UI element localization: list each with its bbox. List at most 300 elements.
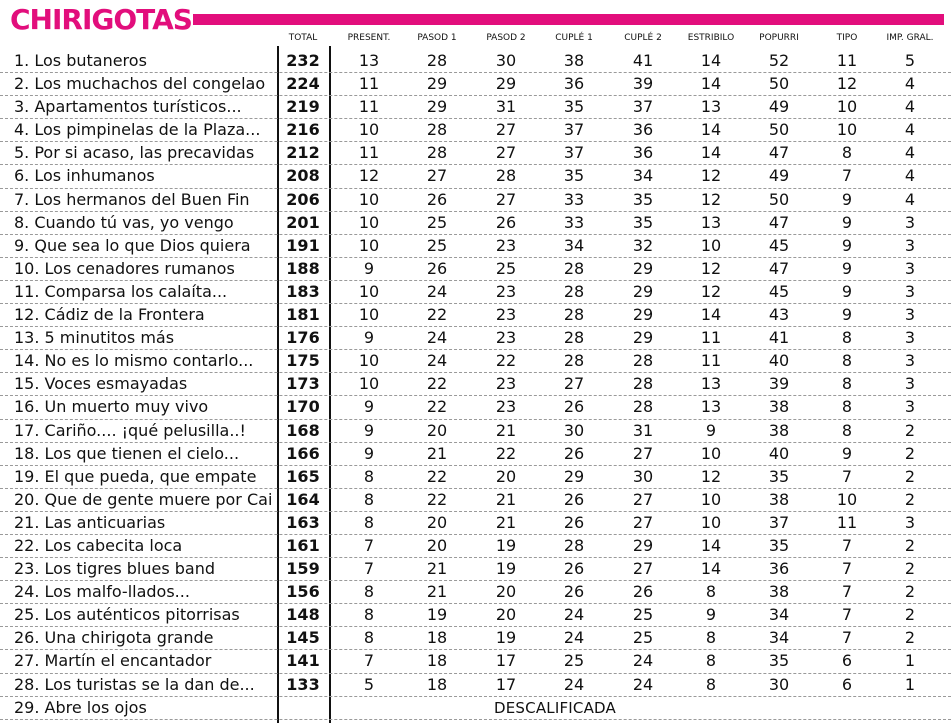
score-cell: 28 bbox=[632, 397, 654, 417]
score-cell: 10 bbox=[836, 97, 858, 117]
score-cell: 20 bbox=[426, 420, 448, 440]
score-cell: 8 bbox=[705, 628, 717, 648]
group-name: 11. Comparsa los calaíta... bbox=[14, 281, 228, 301]
score-cell: 22 bbox=[426, 305, 448, 325]
score-cell: 35 bbox=[768, 466, 790, 486]
group-name: 4. Los pimpinelas de la Plaza... bbox=[14, 120, 261, 140]
score-cell: 25 bbox=[563, 651, 585, 671]
total-score: 165 bbox=[286, 466, 320, 486]
score-cell: 35 bbox=[563, 97, 585, 117]
score-cell: 2 bbox=[904, 559, 916, 579]
score-cell: 23 bbox=[495, 374, 517, 394]
total-score: 191 bbox=[286, 235, 320, 255]
score-cell: 8 bbox=[705, 582, 717, 602]
group-name: 13. 5 minutitos más bbox=[14, 328, 175, 348]
group-name: 1. Los butaneros bbox=[14, 51, 147, 70]
group-name: 6. Los inhumanos bbox=[14, 166, 155, 186]
score-cell: 7 bbox=[841, 582, 853, 602]
score-cell: 2 bbox=[904, 582, 916, 602]
score-cell: 33 bbox=[563, 189, 585, 209]
score-cell: 26 bbox=[563, 582, 585, 602]
score-cell: 28 bbox=[426, 143, 448, 163]
score-cell: 9 bbox=[841, 235, 853, 255]
total-score: 206 bbox=[286, 189, 320, 209]
score-cell: 38 bbox=[768, 397, 790, 417]
total-score: 183 bbox=[286, 281, 320, 301]
group-name: 15. Voces esmayadas bbox=[14, 374, 188, 394]
score-cell: 47 bbox=[768, 258, 790, 278]
table-row bbox=[0, 212, 951, 235]
score-cell: 24 bbox=[632, 651, 654, 671]
score-cell: 8 bbox=[705, 651, 717, 671]
score-cell: 28 bbox=[563, 535, 585, 555]
score-cell: 41 bbox=[632, 51, 654, 70]
score-cell: 25 bbox=[632, 628, 654, 648]
score-cell: 11 bbox=[836, 51, 858, 70]
score-cell: 41 bbox=[768, 328, 790, 348]
group-name: 27. Martín el encantador bbox=[14, 651, 212, 671]
score-cell: 26 bbox=[563, 489, 585, 509]
score-cell: 6 bbox=[841, 651, 853, 671]
score-cell: 11 bbox=[358, 74, 380, 94]
score-cell: 3 bbox=[904, 374, 916, 394]
column-header: CUPLÉ 2 bbox=[624, 33, 662, 43]
table-row bbox=[0, 558, 951, 581]
score-cell: 8 bbox=[363, 512, 375, 532]
table-row bbox=[0, 697, 951, 720]
score-cell: 8 bbox=[363, 582, 375, 602]
score-cell: 13 bbox=[700, 97, 722, 117]
results-table bbox=[0, 50, 951, 720]
score-cell: 24 bbox=[563, 605, 585, 625]
group-name: 17. Cariño.... ¡qué pelusilla..! bbox=[14, 420, 246, 440]
total-score: 175 bbox=[286, 351, 320, 371]
table-row bbox=[0, 420, 951, 443]
score-cell: 8 bbox=[841, 351, 853, 371]
table-row bbox=[0, 189, 951, 212]
score-cell: 14 bbox=[700, 51, 722, 70]
table-row bbox=[0, 350, 951, 373]
table-row bbox=[0, 650, 951, 673]
score-cell: 37 bbox=[632, 97, 654, 117]
score-cell: 26 bbox=[563, 397, 585, 417]
score-cell: 22 bbox=[495, 351, 517, 371]
score-cell: 40 bbox=[768, 351, 790, 371]
score-cell: 28 bbox=[563, 281, 585, 301]
total-score: 163 bbox=[286, 512, 320, 532]
group-name: 12. Cádiz de la Frontera bbox=[14, 305, 205, 325]
total-score: 141 bbox=[286, 651, 320, 671]
score-cell: 26 bbox=[495, 212, 517, 232]
total-score: 133 bbox=[286, 674, 320, 694]
score-cell: 17 bbox=[495, 674, 517, 694]
score-cell: 28 bbox=[563, 328, 585, 348]
score-cell: 29 bbox=[426, 97, 448, 117]
score-cell: 9 bbox=[363, 328, 375, 348]
score-cell: 24 bbox=[563, 628, 585, 648]
score-cell: 10 bbox=[836, 120, 858, 140]
score-cell: 25 bbox=[495, 258, 517, 278]
score-cell: 9 bbox=[363, 258, 375, 278]
score-cell: 32 bbox=[632, 235, 654, 255]
score-cell: 23 bbox=[495, 305, 517, 325]
score-cell: 7 bbox=[363, 651, 375, 671]
score-cell: 28 bbox=[632, 374, 654, 394]
table-row bbox=[0, 604, 951, 627]
score-cell: 4 bbox=[904, 97, 916, 117]
score-cell: 2 bbox=[904, 605, 916, 625]
score-cell: 24 bbox=[563, 674, 585, 694]
column-header: CUPLÉ 1 bbox=[555, 33, 593, 43]
total-score: 170 bbox=[286, 397, 320, 417]
score-cell: 10 bbox=[358, 189, 380, 209]
score-cell: 6 bbox=[841, 674, 853, 694]
score-cell: 35 bbox=[768, 535, 790, 555]
score-cell: 3 bbox=[904, 305, 916, 325]
score-cell: 50 bbox=[768, 120, 790, 140]
score-cell: 28 bbox=[426, 120, 448, 140]
page-title: CHIRIGOTAS bbox=[10, 3, 192, 36]
score-cell: 27 bbox=[632, 443, 654, 463]
score-cell: 37 bbox=[563, 143, 585, 163]
group-name: 20. Que de gente muere por Cai bbox=[14, 489, 273, 509]
score-cell: 9 bbox=[841, 212, 853, 232]
score-cell: 10 bbox=[836, 489, 858, 509]
table-row bbox=[0, 327, 951, 350]
score-cell: 7 bbox=[841, 166, 853, 186]
score-cell: 33 bbox=[563, 212, 585, 232]
score-cell: 18 bbox=[426, 674, 448, 694]
column-header: IMP. GRAL. bbox=[886, 33, 934, 43]
score-cell: 29 bbox=[632, 305, 654, 325]
table-row bbox=[0, 281, 951, 304]
score-cell: 12 bbox=[700, 258, 722, 278]
title-accent-bar bbox=[193, 14, 944, 25]
score-cell: 4 bbox=[904, 120, 916, 140]
score-cell: 8 bbox=[841, 397, 853, 417]
score-cell: 27 bbox=[495, 120, 517, 140]
score-cell: 21 bbox=[495, 489, 517, 509]
score-cell: 38 bbox=[563, 51, 585, 70]
score-cell: 5 bbox=[904, 51, 916, 70]
score-cell: 12 bbox=[700, 166, 722, 186]
score-cell: 1 bbox=[904, 651, 916, 671]
score-cell: 29 bbox=[632, 328, 654, 348]
score-cell: 9 bbox=[841, 305, 853, 325]
score-cell: 39 bbox=[632, 74, 654, 94]
score-cell: 3 bbox=[904, 397, 916, 417]
table-row bbox=[0, 165, 951, 188]
score-cell: 4 bbox=[904, 189, 916, 209]
score-cell: 3 bbox=[904, 258, 916, 278]
score-cell: 9 bbox=[841, 443, 853, 463]
score-cell: 25 bbox=[632, 605, 654, 625]
score-cell: 9 bbox=[705, 420, 717, 440]
score-cell: 3 bbox=[904, 235, 916, 255]
table-row bbox=[0, 258, 951, 281]
score-cell: 27 bbox=[632, 512, 654, 532]
table-row bbox=[0, 373, 951, 396]
score-cell: 11 bbox=[358, 143, 380, 163]
score-cell: 9 bbox=[841, 281, 853, 301]
score-cell: 10 bbox=[358, 120, 380, 140]
score-cell: 7 bbox=[363, 559, 375, 579]
score-cell: 11 bbox=[836, 512, 858, 532]
score-cell: 19 bbox=[426, 605, 448, 625]
score-cell: 7 bbox=[841, 466, 853, 486]
score-cell: 31 bbox=[495, 97, 517, 117]
score-cell: 9 bbox=[841, 258, 853, 278]
score-cell: 24 bbox=[426, 351, 448, 371]
score-cell: 21 bbox=[426, 582, 448, 602]
score-cell: 26 bbox=[426, 258, 448, 278]
group-name: 24. Los malfo-llados... bbox=[14, 582, 190, 602]
column-header: ESTRIBILO bbox=[687, 33, 735, 43]
score-cell: 9 bbox=[363, 420, 375, 440]
group-name: 23. Los tigres blues band bbox=[14, 559, 216, 579]
score-cell: 24 bbox=[426, 281, 448, 301]
score-cell: 30 bbox=[768, 674, 790, 694]
score-cell: 38 bbox=[768, 582, 790, 602]
total-score: 156 bbox=[286, 582, 320, 602]
score-cell: 34 bbox=[632, 166, 654, 186]
score-cell: 8 bbox=[363, 605, 375, 625]
score-cell: 10 bbox=[358, 305, 380, 325]
score-cell: 8 bbox=[363, 466, 375, 486]
score-cell: 10 bbox=[358, 235, 380, 255]
total-score: 168 bbox=[286, 420, 320, 440]
score-cell: 8 bbox=[841, 420, 853, 440]
score-cell: 14 bbox=[700, 535, 722, 555]
score-cell: 28 bbox=[563, 258, 585, 278]
total-score: 224 bbox=[286, 74, 320, 94]
score-cell: 26 bbox=[563, 512, 585, 532]
score-cell: 2 bbox=[904, 443, 916, 463]
score-cell: 12 bbox=[700, 281, 722, 301]
score-cell: 49 bbox=[768, 166, 790, 186]
table-row bbox=[0, 489, 951, 512]
score-cell: 3 bbox=[904, 281, 916, 301]
score-cell: 29 bbox=[563, 466, 585, 486]
total-score: 212 bbox=[286, 143, 320, 163]
score-cell: 9 bbox=[363, 443, 375, 463]
table-row bbox=[0, 674, 951, 697]
score-cell: 28 bbox=[563, 305, 585, 325]
score-cell: 21 bbox=[426, 559, 448, 579]
group-name: 16. Un muerto muy vivo bbox=[14, 397, 209, 417]
score-cell: 28 bbox=[426, 51, 448, 70]
score-cell: 10 bbox=[358, 281, 380, 301]
score-cell: 9 bbox=[841, 189, 853, 209]
group-name: 2. Los muchachos del congelao bbox=[14, 74, 266, 94]
group-name: 3. Apartamentos turísticos... bbox=[14, 97, 242, 117]
total-score: 208 bbox=[286, 166, 320, 186]
score-cell: 12 bbox=[700, 466, 722, 486]
score-cell: 12 bbox=[700, 189, 722, 209]
score-cell: 29 bbox=[426, 74, 448, 94]
score-cell: 37 bbox=[563, 120, 585, 140]
score-cell: 5 bbox=[363, 674, 375, 694]
group-name: 7. Los hermanos del Buen Fin bbox=[14, 189, 250, 209]
table-row bbox=[0, 466, 951, 489]
score-cell: 50 bbox=[768, 189, 790, 209]
score-cell: 12 bbox=[358, 166, 380, 186]
score-cell: 7 bbox=[363, 535, 375, 555]
score-cell: 49 bbox=[768, 97, 790, 117]
score-cell: 13 bbox=[700, 374, 722, 394]
group-name: 19. El que pueda, que empate bbox=[14, 466, 257, 486]
score-cell: 26 bbox=[563, 443, 585, 463]
score-cell: 8 bbox=[841, 374, 853, 394]
score-cell: 18 bbox=[426, 651, 448, 671]
score-cell: 13 bbox=[700, 212, 722, 232]
group-name: 29. Abre los ojos bbox=[14, 697, 147, 717]
table-row bbox=[0, 396, 951, 419]
score-cell: 8 bbox=[841, 143, 853, 163]
score-cell: 13 bbox=[700, 397, 722, 417]
group-name: 5. Por si acaso, las precavidas bbox=[14, 143, 255, 163]
score-cell: 23 bbox=[495, 281, 517, 301]
score-cell: 45 bbox=[768, 281, 790, 301]
score-cell: 29 bbox=[632, 281, 654, 301]
group-name: 10. Los cenadores rumanos bbox=[14, 258, 235, 278]
score-cell: 30 bbox=[495, 51, 517, 70]
score-cell: 23 bbox=[495, 328, 517, 348]
score-cell: 31 bbox=[632, 420, 654, 440]
score-cell: 20 bbox=[426, 535, 448, 555]
group-name: 8. Cuando tú vas, yo vengo bbox=[14, 212, 234, 232]
score-cell: 10 bbox=[700, 235, 722, 255]
score-cell: 22 bbox=[426, 489, 448, 509]
score-cell: 14 bbox=[700, 143, 722, 163]
score-cell: 22 bbox=[495, 443, 517, 463]
score-cell: 36 bbox=[632, 143, 654, 163]
score-cell: 18 bbox=[426, 628, 448, 648]
score-cell: 7 bbox=[841, 605, 853, 625]
column-header: PASOD 2 bbox=[486, 33, 526, 43]
group-name: 22. Los cabecita loca bbox=[14, 535, 183, 555]
score-cell: 7 bbox=[841, 628, 853, 648]
score-cell: 11 bbox=[358, 97, 380, 117]
column-header: PASOD 1 bbox=[417, 33, 457, 43]
score-cell: 25 bbox=[426, 235, 448, 255]
table-row bbox=[0, 96, 951, 119]
score-cell: 11 bbox=[700, 351, 722, 371]
score-cell: 23 bbox=[495, 235, 517, 255]
score-cell: 27 bbox=[495, 189, 517, 209]
score-cell: 30 bbox=[563, 420, 585, 440]
score-cell: 28 bbox=[563, 351, 585, 371]
score-cell: 3 bbox=[904, 328, 916, 348]
score-cell: 20 bbox=[495, 605, 517, 625]
table-row bbox=[0, 304, 951, 327]
score-cell: 24 bbox=[632, 674, 654, 694]
total-score: 173 bbox=[286, 374, 320, 394]
score-cell: 10 bbox=[700, 512, 722, 532]
score-cell: 34 bbox=[768, 628, 790, 648]
score-cell: 21 bbox=[495, 512, 517, 532]
score-cell: 10 bbox=[358, 351, 380, 371]
score-cell: 28 bbox=[632, 351, 654, 371]
group-name: 28. Los turistas se la dan de... bbox=[14, 674, 255, 694]
score-cell: 35 bbox=[563, 166, 585, 186]
total-score: 159 bbox=[286, 559, 320, 579]
score-cell: 23 bbox=[495, 397, 517, 417]
score-cell: 17 bbox=[495, 651, 517, 671]
score-cell: 37 bbox=[768, 512, 790, 532]
score-cell: 12 bbox=[836, 74, 858, 94]
score-cell: 2 bbox=[904, 420, 916, 440]
score-cell: 25 bbox=[426, 212, 448, 232]
score-cell: 52 bbox=[768, 51, 790, 70]
score-cell: 10 bbox=[700, 443, 722, 463]
table-row bbox=[0, 581, 951, 604]
score-cell: 7 bbox=[841, 535, 853, 555]
score-cell: 36 bbox=[563, 74, 585, 94]
score-cell: 9 bbox=[705, 605, 717, 625]
total-score: 188 bbox=[286, 258, 320, 278]
score-cell: 22 bbox=[426, 466, 448, 486]
group-name: 26. Una chirigota grande bbox=[14, 628, 214, 648]
total-score: 145 bbox=[286, 628, 320, 648]
score-cell: 26 bbox=[632, 582, 654, 602]
table-row bbox=[0, 50, 951, 73]
group-name: 21. Las anticuarias bbox=[14, 512, 166, 532]
score-cell: 36 bbox=[768, 559, 790, 579]
score-cell: 2 bbox=[904, 489, 916, 509]
score-cell: 2 bbox=[904, 466, 916, 486]
score-cell: 38 bbox=[768, 420, 790, 440]
score-cell: 20 bbox=[495, 582, 517, 602]
score-cell: 34 bbox=[768, 605, 790, 625]
score-cell: 22 bbox=[426, 397, 448, 417]
score-cell: 3 bbox=[904, 512, 916, 532]
score-cell: 26 bbox=[426, 189, 448, 209]
score-cell: 27 bbox=[426, 166, 448, 186]
score-cell: 3 bbox=[904, 212, 916, 232]
score-cell: 2 bbox=[904, 535, 916, 555]
score-cell: 35 bbox=[632, 212, 654, 232]
total-score: 219 bbox=[286, 97, 320, 117]
table-row bbox=[0, 73, 951, 96]
table-row bbox=[0, 119, 951, 142]
score-cell: 40 bbox=[768, 443, 790, 463]
score-cell: 30 bbox=[632, 466, 654, 486]
score-cell: 13 bbox=[358, 51, 380, 70]
total-score: 161 bbox=[286, 535, 320, 555]
column-header: POPURRI bbox=[759, 33, 799, 43]
score-cell: 10 bbox=[358, 374, 380, 394]
table-row bbox=[0, 535, 951, 558]
score-cell: 43 bbox=[768, 305, 790, 325]
disqualified-note: DESCALIFICADA bbox=[494, 698, 616, 717]
score-cell: 19 bbox=[495, 559, 517, 579]
score-cell: 19 bbox=[495, 628, 517, 648]
column-header: PRESENT. bbox=[347, 33, 391, 43]
score-cell: 8 bbox=[363, 628, 375, 648]
score-cell: 24 bbox=[426, 328, 448, 348]
table-row bbox=[0, 512, 951, 535]
score-cell: 8 bbox=[363, 489, 375, 509]
score-cell: 11 bbox=[700, 328, 722, 348]
total-score: 181 bbox=[286, 305, 320, 325]
score-cell: 47 bbox=[768, 212, 790, 232]
score-cell: 4 bbox=[904, 166, 916, 186]
score-cell: 34 bbox=[563, 235, 585, 255]
score-cell: 3 bbox=[904, 351, 916, 371]
score-cell: 20 bbox=[426, 512, 448, 532]
score-cell: 19 bbox=[495, 535, 517, 555]
